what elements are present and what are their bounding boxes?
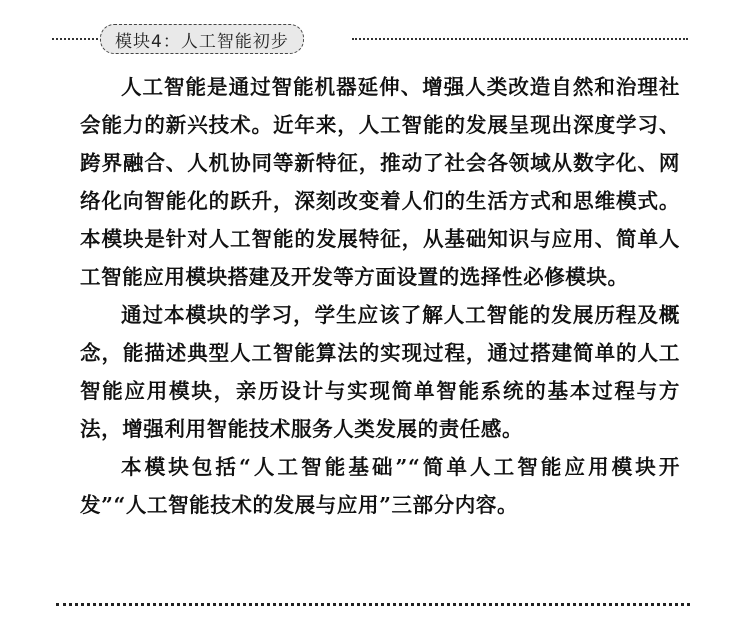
- paragraph-contents: 本模块包括“人工智能基础”“简单人工智能应用模块开发”“人工智能技术的发展与应用”三部分内容。: [80, 455, 680, 517]
- paragraph-objectives: 通过本模块的学习，学生应该了解人工智能的发展历程及概念，能描述典型人工智能算法的实现过程，通过搭建简单的人工智能应用模块，亲历设计与实现简单智能系统的基本过程与方法，增强利用智能技术服务人类发展的责任感。: [80, 303, 680, 441]
- module-title-badge: [100, 24, 304, 54]
- footer-dotted-rule: [56, 603, 690, 606]
- header-dotted-rule-left: [52, 38, 102, 40]
- header-dotted-rule-right: [352, 38, 688, 40]
- body-text: [80, 68, 680, 524]
- paragraph-intro: 人工智能是通过智能机器延伸、增强人类改造自然和治理社会能力的新兴技术。近年来，人工智能的发展呈现出深度学习、跨界融合、人机协同等新特征，推动了社会各领域从数字化、网络化向智能化的跃升，深刻改变着人们的生活方式和思维模式。本模块是针对人工智能的发展特征，从基础知识与应用、简单人工智能应用模块搭建及开发等方面设置的选择性必修模块。: [80, 75, 680, 289]
- module-title: 模块4：人工智能初步: [115, 31, 289, 52]
